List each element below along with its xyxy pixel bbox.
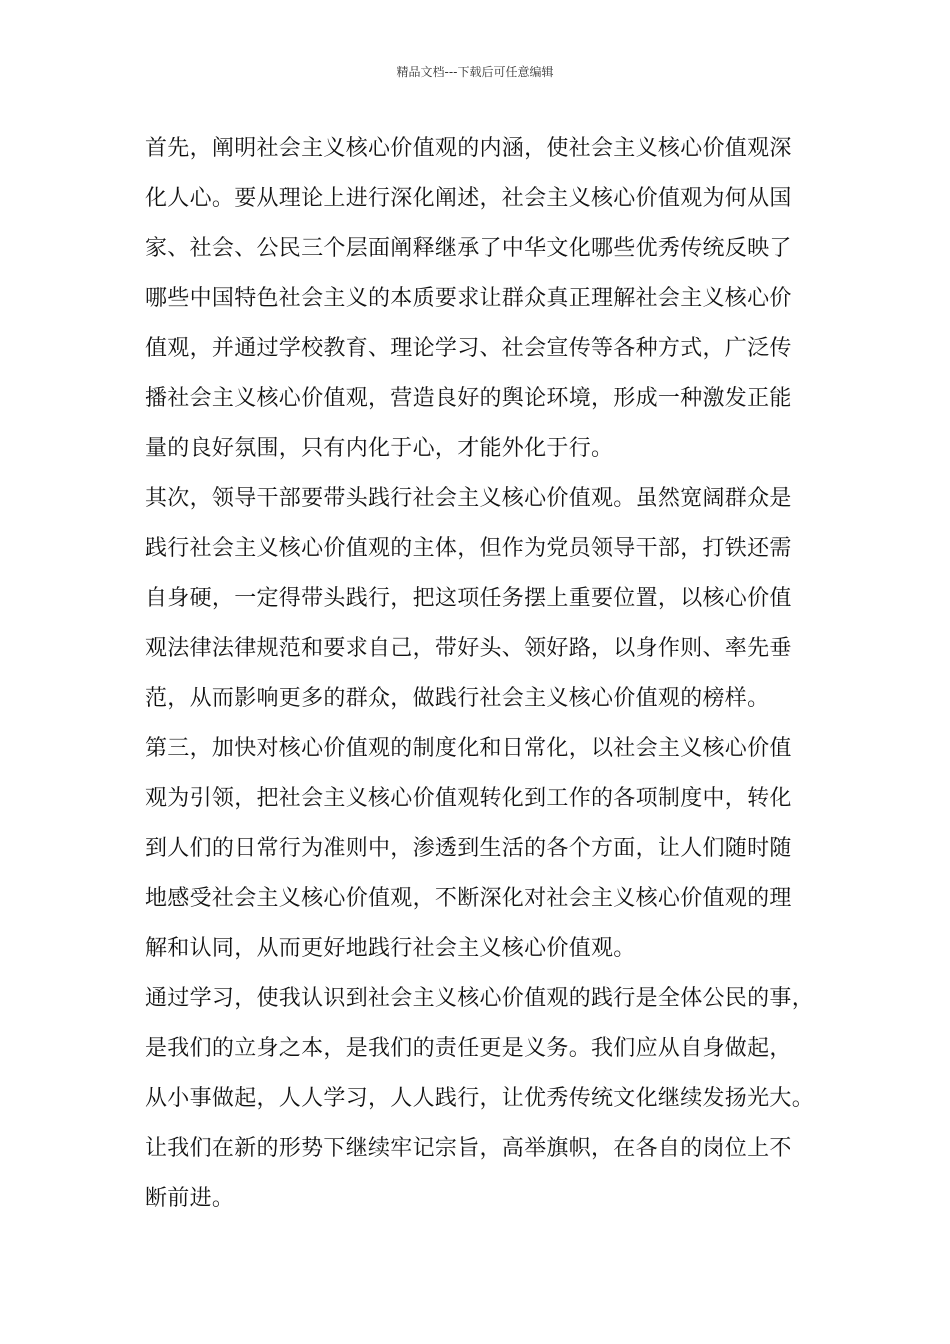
text-line: 断前进。	[145, 1186, 235, 1211]
text-line: 解和认同，从而更好地践行社会主义核心价值观。	[145, 936, 636, 961]
text-line: 化人心。要从理论上进行深化阐述，社会主义核心价值观为何从国	[145, 186, 792, 211]
text-line: 其次，领导干部要带头践行社会主义核心价值观。虽然宽阔群众是	[145, 486, 792, 511]
text-line: 第三，加快对核心价值观的制度化和日常化，以社会主义核心价值	[145, 736, 792, 761]
text-line: 播社会主义核心价值观，营造良好的舆论环境，形成一种激发正能	[145, 386, 792, 411]
text-line: 观法律法律规范和要求自己，带好头、领好路，以身作则、率先垂	[145, 636, 792, 661]
text-line: 让我们在新的形势下继续牢记宗旨，高举旗帜，在各自的岗位上不	[145, 1136, 792, 1161]
text-line: 家、社会、公民三个层面阐释继承了中华文化哪些优秀传统反映了	[145, 236, 792, 261]
text-line: 值观，并通过学校教育、理论学习、社会宣传等各种方式，广泛传	[145, 336, 792, 361]
text-line: 通过学习，使我认识到社会主义核心价值观的践行是全体公民的事，	[145, 986, 815, 1011]
paragraph-principle-3	[145, 724, 810, 974]
text-line: 从小事做起，人人学习，人人践行，让优秀传统文化继续发扬光大。	[145, 1086, 815, 1111]
page-header: 精品文档---下载后可任意编辑	[396, 65, 554, 79]
text-line: 是我们的立身之本，是我们的责任更是义务。我们应从自身做起，	[145, 1036, 792, 1061]
text-line: 首先，阐明社会主义核心价值观的内涵，使社会主义核心价值观深	[145, 136, 792, 161]
text-line: 自身硬，一定得带头践行，把这项任务摆上重要位置，以核心价值	[145, 586, 792, 611]
paragraph-principle-2	[145, 474, 810, 724]
text-line: 地感受社会主义核心价值观，不断深化对社会主义核心价值观的理	[145, 886, 792, 911]
text-line: 到人们的日常行为准则中，渗透到生活的各个方面，让人们随时随	[145, 836, 792, 861]
paragraph-principle-1	[145, 124, 810, 474]
text-line: 哪些中国特色社会主义的本质要求让群众真正理解社会主义核心价	[145, 286, 792, 311]
text-line: 范，从而影响更多的群众，做践行社会主义核心价值观的榜样。	[145, 686, 770, 711]
paragraph-conclusion	[145, 974, 815, 1224]
text-line: 践行社会主义核心价值观的主体，但作为党员领导干部，打铁还需	[145, 536, 792, 561]
text-line: 量的良好氛围，只有内化于心，才能外化于行。	[145, 436, 614, 461]
text-line: 观为引领，把社会主义核心价值观转化到工作的各项制度中，转化	[145, 786, 792, 811]
document-body	[145, 124, 815, 1224]
